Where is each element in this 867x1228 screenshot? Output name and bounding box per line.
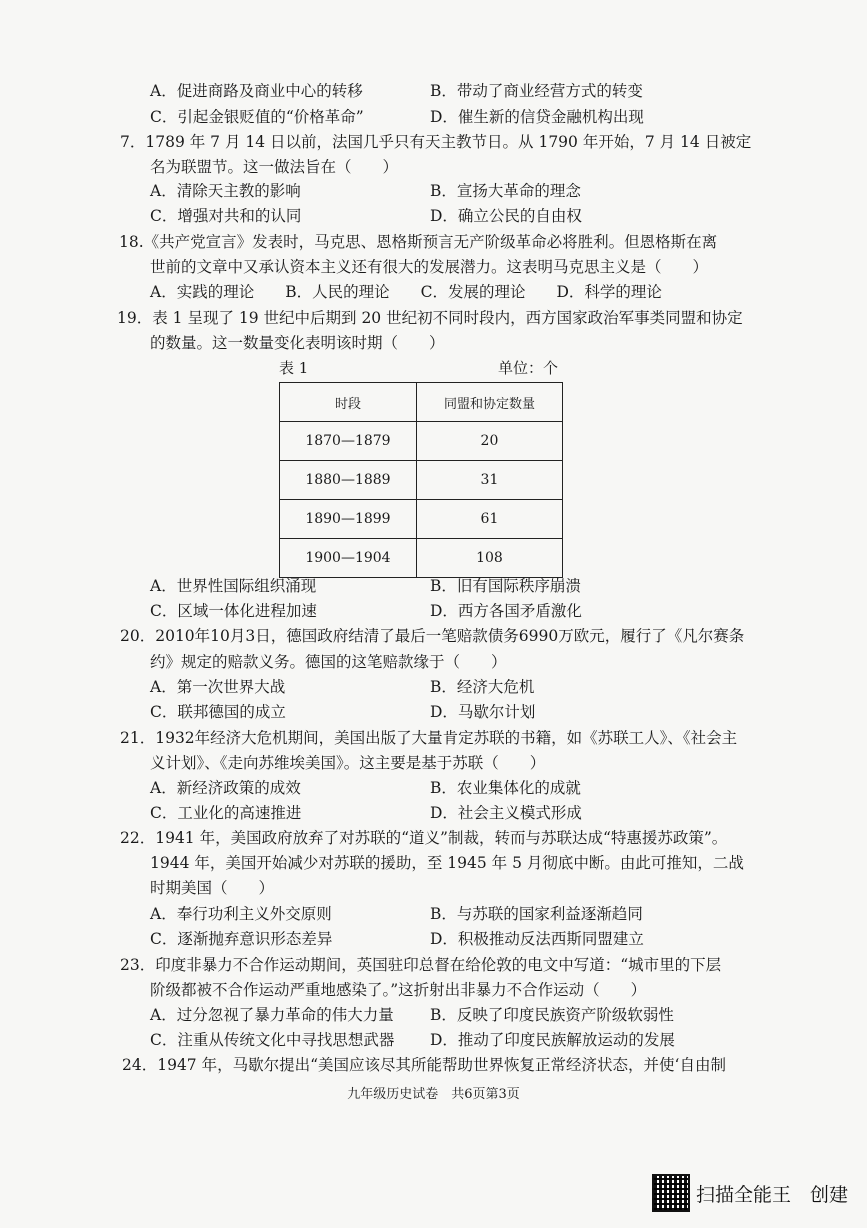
table-cell: 61 (416, 500, 562, 539)
scanner-watermark: 扫描全能王 创建 (696, 1184, 849, 1206)
q17-option-a: A．清除天主教的影响 (150, 182, 301, 200)
table-row (280, 461, 563, 500)
table-row (280, 500, 563, 539)
q21-option-a: A．新经济政策的成效 (150, 779, 301, 797)
page-footer: 九年级历史试卷 共6页第3页 (347, 1087, 520, 1102)
table-unit: 单位：个 (498, 359, 559, 377)
q22-option-c: C．逐渐抛弃意识形态差异 (150, 930, 333, 948)
q23-stem-line2: 阶级都被不合作运动严重地感染了。”这折射出非暴力不合作运动（ ） (150, 981, 647, 999)
table-cell: 1880—1889 (280, 461, 417, 500)
q20-option-b: B．经济大危机 (430, 678, 535, 696)
table-cell: 20 (416, 422, 562, 461)
table-cell: 31 (416, 461, 562, 500)
q22-option-d: D．积极推动反法西斯同盟建立 (430, 930, 644, 948)
q18-stem-line1: 18.《共产党宣言》发表时，马克思、恩格斯预言无产阶级革命必将胜利。但恩格斯在离 (119, 233, 718, 251)
q20-stem-line1: 20．2010年10月3日，德国政府结清了最后一笔赔款债务6990万欧元，履行了《凡尔赛条 (120, 627, 745, 645)
q22-option-a: A．奉行功利主义外交原则 (150, 905, 332, 923)
q19-stem-line2: 的数量。这一数量变化表明该时期（ ） (150, 334, 445, 352)
q20-option-a: A．第一次世界大战 (150, 678, 286, 696)
q20-option-d: D．马歇尔计划 (430, 703, 536, 721)
q21-option-b: B．农业集体化的成就 (430, 779, 581, 797)
q19-option-a: A．世界性国际组织涌现 (150, 577, 317, 595)
q23-stem-line1: 23．印度非暴力不合作运动期间，英国驻印总督在给伦敦的电文中写道：“城市里的下层 (120, 956, 722, 974)
q23-option-b: B．反映了印度民族资产阶级软弱性 (430, 1006, 674, 1024)
q21-option-c: C．工业化的高速推进 (150, 804, 302, 822)
table-caption: 表 1 (279, 359, 309, 377)
q17-option-b: B．宣扬大革命的理念 (430, 182, 581, 200)
table-cell: 108 (416, 539, 562, 578)
qr-code-icon (652, 1174, 690, 1212)
q24-stem-line1: 24．1947 年，马歇尔提出“美国应该尽其所能帮助世界恢复正常经济状态，并使‘自由制 (122, 1056, 726, 1074)
q16-option-b: B．带动了商业经营方式的转变 (430, 82, 643, 100)
data-table (279, 382, 563, 578)
q21-stem-line1: 21．1932年经济大危机期间，美国出版了大量肯定苏联的书籍，如《苏联工人》、《社会主 (120, 729, 738, 747)
table-row (280, 422, 563, 461)
q19-option-c: C．区域一体化进程加速 (150, 602, 317, 620)
q21-option-d: D．社会主义模式形成 (430, 804, 582, 822)
q19-stem-line1: 19．表 1 呈现了 19 世纪中后期到 20 世纪初不同时段内，西方国家政治军事类同盟和协定 (117, 309, 743, 327)
table-cell: 1890—1899 (280, 500, 417, 539)
q23-option-a: A．过分忽视了暴力革命的伟大力量 (150, 1006, 394, 1024)
q17-stem-line2: 名为联盟节。这一做法旨在（ ） (150, 158, 399, 176)
q19-option-b: B．旧有国际秩序崩溃 (430, 577, 581, 595)
q22-stem-line3: 时期美国（ ） (150, 879, 275, 897)
table-row (280, 539, 563, 578)
q16-option-a: A．促进商路及商业中心的转移 (150, 82, 363, 100)
table-header-cell: 同盟和协定数量 (416, 383, 562, 422)
q23-option-c: C．注重从传统文化中寻找思想武器 (150, 1031, 395, 1049)
q21-stem-line2: 义计划》、《走向苏维埃美国》。这主要是基于苏联（ ） (150, 754, 546, 772)
q17-option-c: C．增强对共和的认同 (150, 207, 302, 225)
q19-option-d: D．西方各国矛盾激化 (430, 602, 582, 620)
table-cell: 1900—1904 (280, 539, 417, 578)
q18-stem-line2: 世前的文章中又承认资本主义还有很大的发展潜力。这表明马克思主义是（ ） (150, 258, 709, 276)
q17-option-d: D．确立公民的自由权 (430, 207, 582, 225)
q23-option-d: D．推动了印度民族解放运动的发展 (430, 1031, 675, 1049)
q16-option-c: C．引起金银贬值的“价格革命” (150, 108, 364, 126)
q16-option-d: D．催生新的信贷金融机构出现 (430, 108, 644, 126)
q22-stem-line1: 22．1941 年，美国政府放弃了对苏联的“道义”制裁，转而与苏联达成“特惠援苏政策”。 (120, 829, 728, 847)
q17-stem-line1: 7．1789 年 7 月 14 日以前，法国几乎只有天主教节日。从 1790 年开始，7 月 14 日被定 (120, 133, 752, 151)
q20-stem-line2: 约》规定的赔款义务。德国的这笔赔款缘于（ ） (150, 653, 507, 671)
table-header-row (280, 383, 563, 422)
table-header-cell: 时段 (280, 383, 417, 422)
q18-options: A．实践的理论 B．人民的理论 C．发展的理论 D．科学的理论 (150, 283, 662, 301)
q22-stem-line2: 1944 年，美国开始减少对苏联的援助，至 1945 年 5 月彻底中断。由此可推知，二战 (150, 854, 744, 872)
q20-option-c: C．联邦德国的成立 (150, 703, 286, 721)
q22-option-b: B．与苏联的国家利益逐渐趋同 (430, 905, 643, 923)
table-cell: 1870—1879 (280, 422, 417, 461)
